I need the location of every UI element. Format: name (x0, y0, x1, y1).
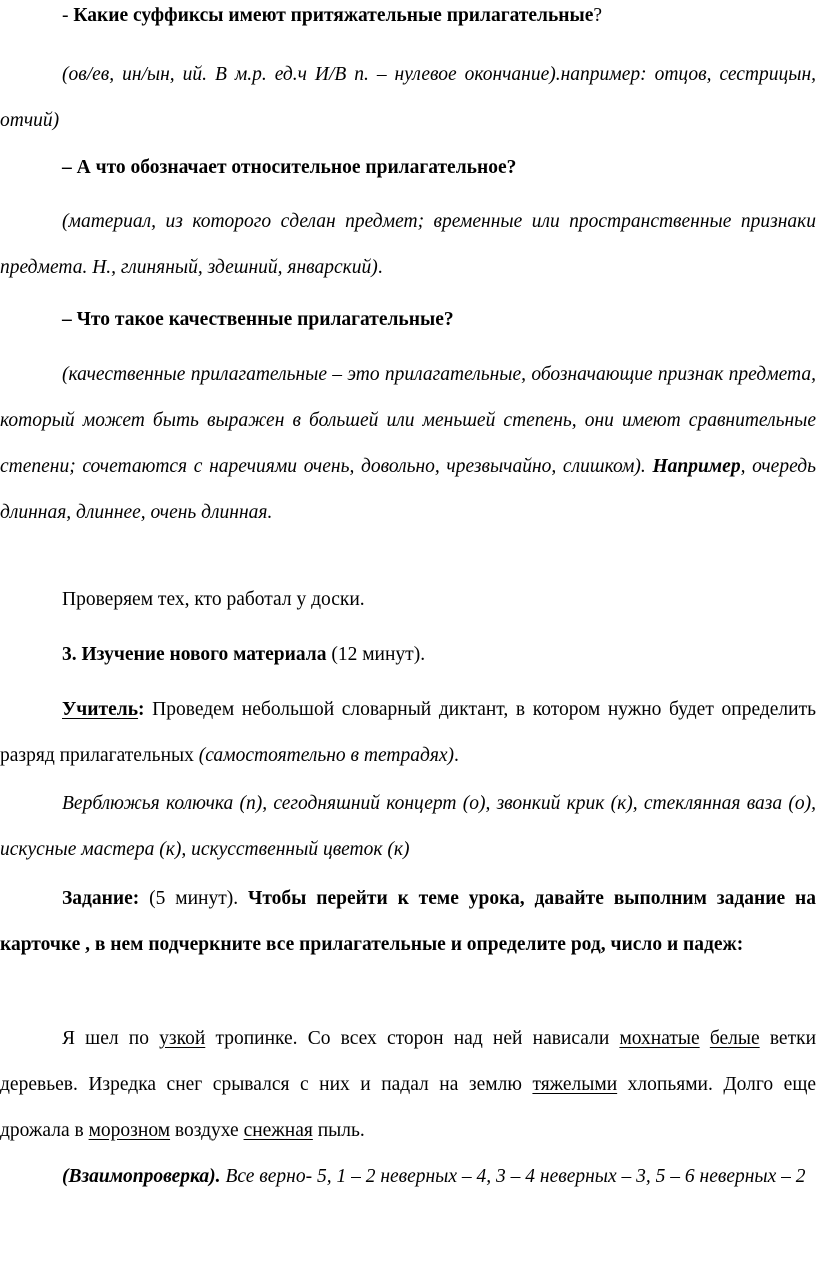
dictation-list: Верблюжья колючка (п), сегодняшний концерт (о), звонкий крик (к), стеклянная ваза (о), искусные мастера (к), искусственный цветок (к) (0, 793, 816, 860)
question-text: Какие суффиксы имеют притяжательные прилагательные (73, 5, 594, 26)
card-text-part: хлопьями. Долго еще дрожала в (0, 1074, 816, 1141)
card-text-part (700, 1028, 710, 1049)
answer-possessive: (ов/ев, ин/ын, ий. В м.р. ед.ч И/В п. – нулевое окончание).например: отцов, сестрицын, отчий) (0, 64, 816, 131)
heading-text: 3. Изучение нового материала (62, 644, 327, 665)
question-mark: ? (593, 5, 603, 26)
check-board-line: Проверяем тех, кто работал у доски. (62, 589, 365, 610)
task-label: Задание: (62, 888, 140, 909)
answer-text: (качественные прилагательные – это прилагательные, обозначающие признак предмета, который может быть выражен в большей или меньшей степень, они имеют сравнительные степени; сочетаются с наречиями очень, довольно, чрезвычайно, слишком). (0, 364, 816, 477)
period: . (454, 745, 459, 766)
question-qualitative: – Что такое качественные прилагательные? (62, 309, 454, 330)
teacher-colon: : (138, 699, 145, 720)
dash: - (62, 5, 74, 26)
card-text-part: пыль. (312, 1120, 365, 1141)
answer-qualitative (0, 352, 816, 536)
teacher-note: (самостоятельно в тетрадях) (198, 745, 455, 766)
example-text: , очередь длинная, длиннее, очень длинная. (0, 456, 816, 523)
task-time: (5 минут). (139, 888, 239, 909)
card-text (0, 1016, 816, 1154)
underlined-adjective: морозном (88, 1120, 171, 1141)
card-text-part: Я шел по (62, 1028, 160, 1049)
period: . (377, 257, 383, 278)
card-text-part: воздухе (170, 1120, 244, 1141)
example-label: Например (652, 456, 741, 477)
answer-text: (материал, из которого сделан предмет; временные или пространственные признаки предмета. Н., глиняный, здешний, январский) (0, 211, 816, 278)
card-text-part: тропинке. Со всех сторон над ней нависали (205, 1028, 620, 1049)
underlined-adjective: белые (709, 1028, 760, 1049)
grading-scale: Все верно- 5, 1 – 2 неверных – 4, 3 – 4 неверных – 3, 5 – 6 неверных – 2 (220, 1166, 806, 1187)
question-possessive (0, 0, 816, 39)
peer-check-label: (Взаимопроверка). (62, 1166, 221, 1187)
question-relative: – А что обозначает относительное прилагательное? (62, 157, 517, 178)
teacher-text: Проведем небольшой словарный диктант, в котором нужно будет определить разряд прилагательных (0, 699, 816, 766)
underlined-adjective: узкой (159, 1028, 206, 1049)
teacher-paragraph (0, 687, 816, 779)
teacher-label: Учитель (62, 699, 139, 720)
peer-check (0, 1154, 816, 1200)
answer-relative (0, 199, 816, 291)
section-heading (0, 632, 816, 678)
card-text-part: ветки деревьев. Изредка снег срывался с них и падал на землю (0, 1028, 816, 1095)
underlined-adjective: снежная (243, 1120, 313, 1141)
task-paragraph (0, 876, 816, 968)
task-text: Чтобы перейти к теме урока, давайте выполним задание на карточке , в нем подчеркните все прилагательные и определите род, число и падеж: (0, 888, 816, 955)
underlined-adjective: мохнатые (619, 1028, 700, 1049)
heading-time: (12 минут). (326, 644, 426, 665)
underlined-adjective: тяжелыми (532, 1074, 618, 1095)
